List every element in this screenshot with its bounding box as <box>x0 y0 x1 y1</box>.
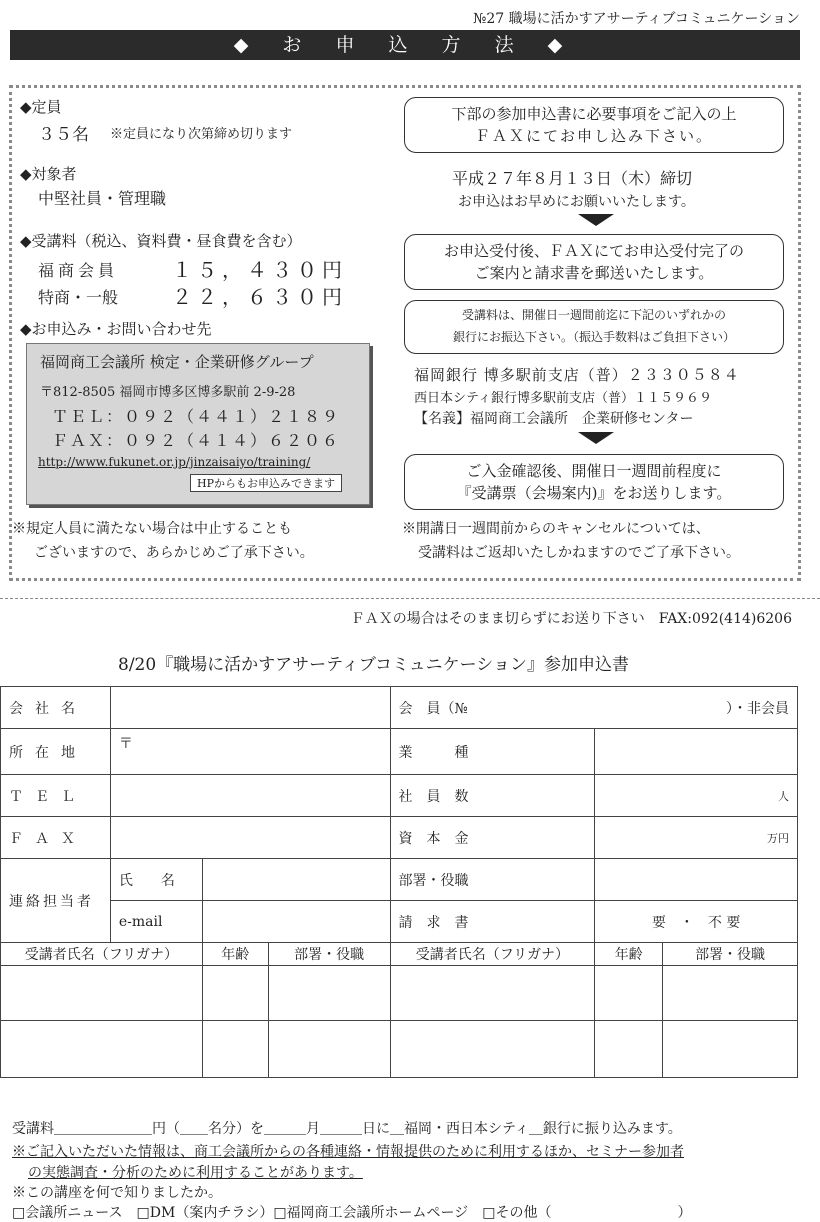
employees-label: 社 員 数 <box>390 775 595 817</box>
address-label: 所在地 <box>1 729 111 775</box>
member-tail: ）・非会員 <box>726 700 789 717</box>
capital-label: 資 本 金 <box>390 817 595 859</box>
tel-field[interactable] <box>110 775 390 817</box>
step-4-line-2: 『受講票（会場案内)』をお送りします。 <box>456 484 732 502</box>
application-method-banner: ◆ お 申 込 方 法 ◆ <box>10 30 800 60</box>
age-header-2: 年齢 <box>595 943 663 966</box>
attendee-age-field[interactable] <box>595 1021 663 1078</box>
member-label: 会 員（№ <box>398 700 468 717</box>
name-field[interactable] <box>202 859 390 901</box>
tel-label: ＴＥＬ <box>1 775 111 817</box>
privacy-note-1: ※ご記入いただいた情報は、商工会議所からの各種連絡・情報提供のために利用するほか、セミナー参加者 <box>12 1144 684 1160</box>
payment-line: 受講料＿＿＿＿＿＿＿円（＿＿名分）を＿＿＿月＿＿＿日に＿福岡・西日本シティ＿銀行に振り込みます。 <box>12 1121 682 1137</box>
source-question: ※この講座を何で知りましたか。 <box>12 1185 222 1201</box>
capital-field[interactable] <box>595 817 798 859</box>
age-header: 年齢 <box>202 943 268 966</box>
name-label: 氏 名 <box>110 859 202 901</box>
contact-person-label: 連絡担当者 <box>1 859 111 943</box>
address-field[interactable] <box>110 729 390 775</box>
step-1-line-1: 下部の参加申込書に必要事項をご記入の上 <box>451 105 737 123</box>
step-4-box <box>404 454 784 510</box>
attendee-name-header: 受講者氏名（フリガナ） <box>1 943 203 966</box>
attendee-dept-field[interactable] <box>268 1021 390 1078</box>
step-2-line-1: お申込受付後、ＦＡＸにてお申込受付完了の <box>443 242 744 260</box>
contact-address: 〒812-8505 福岡市博多区博多駅前 2-9-28 <box>40 385 296 400</box>
cancel-policy-1: ※開講日一週間前からのキャンセルについては、 <box>402 521 710 537</box>
fax-label: ＦＡＸ <box>1 817 111 859</box>
attendee-age-field[interactable] <box>595 966 663 1021</box>
dept-label: 部署・役職 <box>390 859 595 901</box>
attendee-name-field[interactable] <box>390 966 595 1021</box>
step-1-box <box>404 97 784 153</box>
dept-header-2: 部署・役職 <box>663 943 798 966</box>
course-number: №27 職場に活かすアサーティブコミュニケーション <box>473 11 800 27</box>
postal-mark: 〒 <box>118 736 133 752</box>
source-options[interactable]: □会議所ニュース □DM（案内チラシ）□福岡商工会議所ホームページ □その他（ ） <box>12 1205 692 1221</box>
step-4-line-1: ご入金確認後、開催日一週間前程度に <box>466 462 722 480</box>
capacity-value: ３５名 <box>38 125 89 145</box>
fee-heading: ◆受講料（税込、資料費・昼食費を含む） <box>20 232 302 250</box>
attendee-dept-field[interactable] <box>663 1021 798 1078</box>
step-2-box <box>404 234 784 290</box>
step-1-line-2: ＦＡＸにてお申し込み下さい。 <box>474 127 713 145</box>
contact-tel: ＴＥＬ：０９２（４４１）２１８９ <box>52 407 341 426</box>
bank-fukuoka: 福岡銀行 博多駅前支店（普）２３３０５８４ <box>414 366 740 384</box>
contact-url-link[interactable]: http://www.fukunet.or.jp/jinzaisaiyo/training/ <box>38 455 311 469</box>
company-label: 会社名 <box>1 687 111 729</box>
contact-fax: ＦＡＸ：０９２（４１４）６２０６ <box>52 431 341 450</box>
attendee-name-field[interactable] <box>390 1021 595 1078</box>
privacy-note-2: の実態調査・分析のために利用することがあります。 <box>28 1165 363 1181</box>
attendee-age-field[interactable] <box>202 1021 268 1078</box>
invoice-label: 請 求 書 <box>390 901 595 943</box>
fee-general-label: 特商・一般 <box>38 288 119 307</box>
capital-unit: 万円 <box>767 831 789 845</box>
fax-instruction: ＦＡＸの場合はそのまま切らずにお送り下さい FAX:092(414)6206 <box>350 611 792 627</box>
email-label: e‐mail <box>110 901 202 943</box>
step-2-line-2: ご案内と請求書を郵送いたします。 <box>474 264 714 282</box>
attendee-dept-field[interactable] <box>663 966 798 1021</box>
application-form <box>0 686 798 1078</box>
cut-line <box>0 598 820 599</box>
industry-field[interactable] <box>595 729 798 775</box>
contact-heading: ◆お申込み・お問い合わせ先 <box>20 320 212 338</box>
step-3-line-2: 銀行にお振込下さい。（振込手数料はご負担下さい） <box>452 330 735 344</box>
contact-org: 福岡商工会議所 検定・企業研修グループ <box>40 353 314 371</box>
form-title: 8/20『職場に活かすアサーティブコミュニケーション』参加申込書 <box>118 655 629 675</box>
company-field[interactable] <box>110 687 390 729</box>
step-3-box <box>404 300 784 354</box>
cancel-policy-2: 受講料はご返却いたしかねますのでご了承下さい。 <box>418 545 740 561</box>
bank-nishinippon: 西日本シティ銀行博多駅前支店（普）１１５９６９ <box>414 391 712 406</box>
email-field[interactable] <box>202 901 390 943</box>
attendee-name-header-2: 受講者氏名（フリガナ） <box>390 943 595 966</box>
attendee-dept-field[interactable] <box>268 966 390 1021</box>
fee-member-label: 福商会員 <box>38 261 119 280</box>
industry-label: 業 種 <box>390 729 595 775</box>
attendee-name-field[interactable] <box>1 966 203 1021</box>
deadline: 平成２７年８月１３日（木）締切 <box>452 169 693 188</box>
fee-member-value: １５，４３０円 <box>172 258 347 282</box>
fax-field[interactable] <box>110 817 390 859</box>
hp-application-note: HPからもお申込みできます <box>190 474 342 492</box>
flow-arrow-icon <box>578 432 614 444</box>
attendee-age-field[interactable] <box>202 966 268 1021</box>
dept-header: 部署・役職 <box>268 943 390 966</box>
capacity-heading: ◆定員 <box>20 98 62 116</box>
cancel-note-2: ございますので、あらかじめご了承下さい。 <box>34 545 314 561</box>
employees-unit: 人 <box>778 789 789 803</box>
target-heading: ◆対象者 <box>20 165 77 183</box>
capacity-note: ※定員になり次第締め切ります <box>110 127 293 142</box>
deadline-note: お申込はお早めにお願いいたします。 <box>458 194 695 210</box>
invoice-options[interactable]: 要 ・ 不 要 <box>595 901 798 943</box>
step-3-line-1: 受講料は、開催日一週間前迄に下記のいずれかの <box>461 308 726 322</box>
employees-field[interactable] <box>595 775 798 817</box>
fee-general-value: ２２，６３０円 <box>172 285 347 309</box>
bank-holder: 【名義】福岡商工会議所 企業研修センター <box>414 411 694 427</box>
member-field[interactable] <box>390 687 797 729</box>
cancel-note-1: ※規定人員に満たない場合は中止することも <box>12 521 292 537</box>
target-value: 中堅社員・管理職 <box>38 189 167 208</box>
attendee-name-field[interactable] <box>1 1021 203 1078</box>
flow-arrow-icon <box>578 214 614 226</box>
dept-field[interactable] <box>595 859 798 901</box>
